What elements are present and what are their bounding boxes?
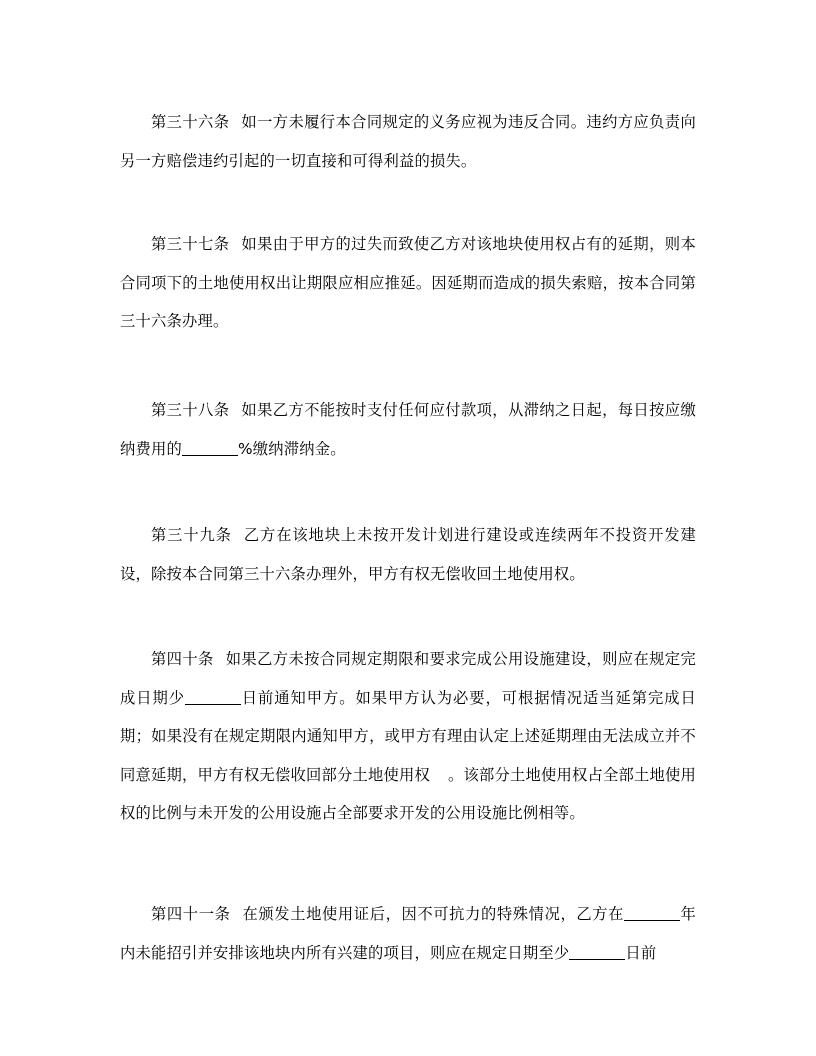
article-text: 年内未能招引并安排该地块内所有兴建的项目，则应在规定日期至少 [120,905,696,962]
article-text: 。该部分土地使用权占全部土地使用权的比例与未开发的公用设施占全部要求开发的公用设施比例相等。 [120,765,696,823]
article-number: 第三十七条 [151,235,230,254]
article-text: %缴纳滞纳金。 [238,439,346,458]
fill-in-blank [569,944,625,960]
article-text: 如一方未履行本合同规定的义务应视为违反合同。违约方应负责向另一方赔偿违约引起的一切直接和可得利益的损失。 [120,113,696,170]
article-text: 如果由于甲方的过失而致使乙方对该地块使用权占有的延期，则本合同项下的土地使用权出让期限应相应推延。因延期而造成的损失索赔，按本合同第三十六条办理。 [120,235,696,331]
article-37 [120,225,696,341]
article-text: 如果乙方未按合同规定期限和要求完成公用设施建设，则应在规定完成日期少 [120,650,696,707]
article-text: 日前 [625,943,657,962]
fill-in-blank [624,905,680,921]
article-41 [120,895,696,972]
article-text: 日前通知甲方。如果甲方认为必要，可根据情况适当延第完成日期；如果没有在规定期限内通知甲方，或甲方有理由认定上述延期理由无法成立并不同意延期，甲方有权无偿收回部分土地使用权 [120,688,696,784]
article-39 [120,516,696,593]
document-page [120,0,696,1056]
article-40 [120,640,696,833]
fill-in-blank [185,689,241,705]
article-number: 第三十六条 [151,113,230,132]
article-number: 第四十一条 [151,905,231,924]
article-text: 在颁发土地使用证后，因不可抗力的特殊情况，乙方在 [242,905,625,924]
article-38 [120,391,696,468]
article-text: 乙方在该地块上未按开发计划进行建设或连续两年不投资开发建设，除按本合同第三十六条办理外，甲方有权无偿收回土地使用权。 [120,526,696,583]
fill-in-blank [182,440,238,456]
article-36 [120,103,696,180]
article-number: 第三十八条 [151,401,230,420]
article-number: 第三十九条 [151,526,232,545]
article-text: 如果乙方不能按时支付任何应付款项，从滞纳之日起，每日按应缴纳费用的 [120,401,696,458]
article-number: 第四十条 [151,650,214,669]
